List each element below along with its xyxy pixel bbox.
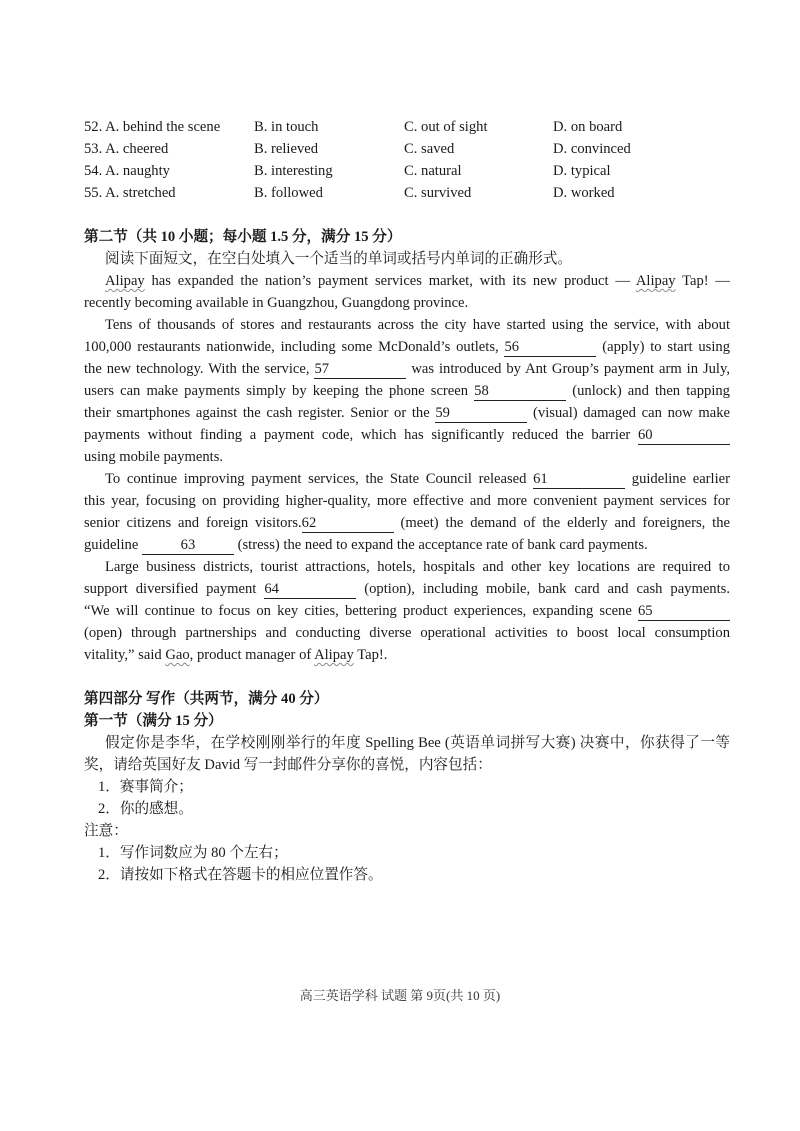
text-line: payments without finding a payment code, which has significantly reduced the barrier 60 (84, 424, 730, 446)
text-line: 1．写作词数应为 80 个左右； (98, 845, 288, 861)
text-line: 100,000 restaurants nationwide, including some McDonald’s outlets, 56 (apply) to start using (84, 339, 730, 355)
answer-blank: 62 (302, 514, 394, 533)
text-line: Alipay has expanded the nation’s payment services market, with its new product — Alipay Tap! — (105, 273, 730, 289)
option-choice: 54. A. naughty (84, 163, 170, 179)
text-line: Tens of thousands of stores and restaurants across the city have started using the service, with about (105, 317, 730, 333)
passage (84, 204, 730, 886)
text-line (84, 204, 730, 226)
option-choice: B. followed (254, 185, 323, 201)
text-line: 2．请按如下格式在答题卡的相应位置作答。 (98, 867, 383, 883)
answer-blank: 63 (142, 536, 234, 555)
section-heading: 第二节（共 10 小题；每小题 1.5 分，满分 15 分） (84, 229, 402, 245)
text-line: 奖，请给英国好友 David 写一封邮件分享你的喜悦，内容包括： (84, 757, 492, 773)
question-row (84, 182, 730, 204)
option-choice: D. convinced (553, 141, 631, 157)
page-footer: 高三英语学科 试题 第 9页(共 10 页) (299, 988, 501, 1003)
text-line: guideline 63 (stress) the need to expand the acceptance rate of bank card payments. (84, 537, 648, 553)
option-choice: 55. A. stretched (84, 185, 176, 201)
question-row (84, 138, 730, 160)
option-choice: 53. A. cheered (84, 141, 169, 157)
text-line: 2．你的感想。 (98, 801, 193, 817)
text-line: recently becoming available in Guangzhou, Guangdong province. (84, 295, 469, 311)
text-line (84, 666, 730, 688)
text-line: 假定你是李华，在学校刚刚举行的年度 Spelling Bee (英语单词拼写大赛) 决赛中，你获得了一等 (105, 735, 730, 751)
text-line: 注意： (84, 823, 128, 839)
option-choice: C. natural (404, 163, 462, 179)
answer-blank: 61 (533, 470, 625, 489)
option-choice: B. interesting (254, 163, 333, 179)
text-line: users can make payments simply by keeping the phone screen 58 (unlock) and then tapping (84, 383, 730, 399)
option-choice: B. in touch (254, 119, 319, 135)
option-choice: B. relieved (254, 141, 319, 157)
option-choice: D. on board (553, 119, 623, 135)
option-choice: C. saved (404, 141, 455, 157)
text-line: the new technology. With the service, 57 was introduced by Ant Group’s payment arm in July, (84, 361, 730, 377)
document-body (84, 116, 730, 886)
text-line: this year, focusing on providing higher-quality, more effective and more convenient payment services for (84, 493, 730, 509)
text-line: “We will continue to focus on key cities, bettering product experiences, expanding scene 65 (84, 600, 730, 622)
spellcheck-word: Alipay (105, 273, 145, 289)
question-row (84, 160, 730, 182)
spellcheck-word: Gao (165, 647, 190, 663)
text-line: 阅读下面短文，在空白处填入一个适当的单词或括号内单词的正确形式。 (105, 251, 573, 267)
answer-blank: 65 (638, 602, 730, 621)
spellcheck-word: Alipay (314, 647, 354, 663)
text-line: 1．赛事简介； (98, 779, 193, 795)
answer-options (84, 116, 730, 204)
option-choice: D. typical (553, 163, 611, 179)
text-line: To continue improving payment services, the State Council released 61 guideline earlier (105, 471, 730, 487)
question-row (84, 116, 730, 138)
text-line: vitality,” said Gao, product manager of Alipay Tap!. (84, 647, 388, 663)
answer-blank: 58 (474, 382, 566, 401)
answer-blank: 59 (435, 404, 527, 423)
text-line: senior citizens and foreign visitors.62 (meet) the demand of the elderly and foreigners, the (84, 515, 730, 531)
option-choice: D. worked (553, 185, 615, 201)
section-heading: 第四部分 写作（共两节，满分 40 分） (84, 691, 329, 707)
section-heading: 第一节（满分 15 分） (84, 713, 223, 729)
text-line: (open) through partnerships and conducting diverse operational activities to boost local consumption (84, 625, 730, 641)
text-line: using mobile payments. (84, 449, 224, 465)
text-line: their smartphones against the cash register. Senior or the 59 (visual) damaged can now make (84, 405, 730, 421)
answer-blank: 60 (638, 426, 730, 445)
option-choice: C. survived (404, 185, 472, 201)
text-line: Large business districts, tourist attractions, hotels, hospitals and other key locations are required to (105, 559, 730, 575)
spellcheck-word: Alipay (635, 273, 676, 289)
answer-blank: 56 (504, 338, 596, 357)
answer-blank: 57 (314, 360, 406, 379)
option-choice: C. out of sight (404, 119, 488, 135)
option-choice: 52. A. behind the scene (84, 119, 221, 135)
answer-blank: 64 (264, 580, 356, 599)
text-line: support diversified payment 64 (option), including mobile, bank card and cash payments. (84, 581, 730, 597)
